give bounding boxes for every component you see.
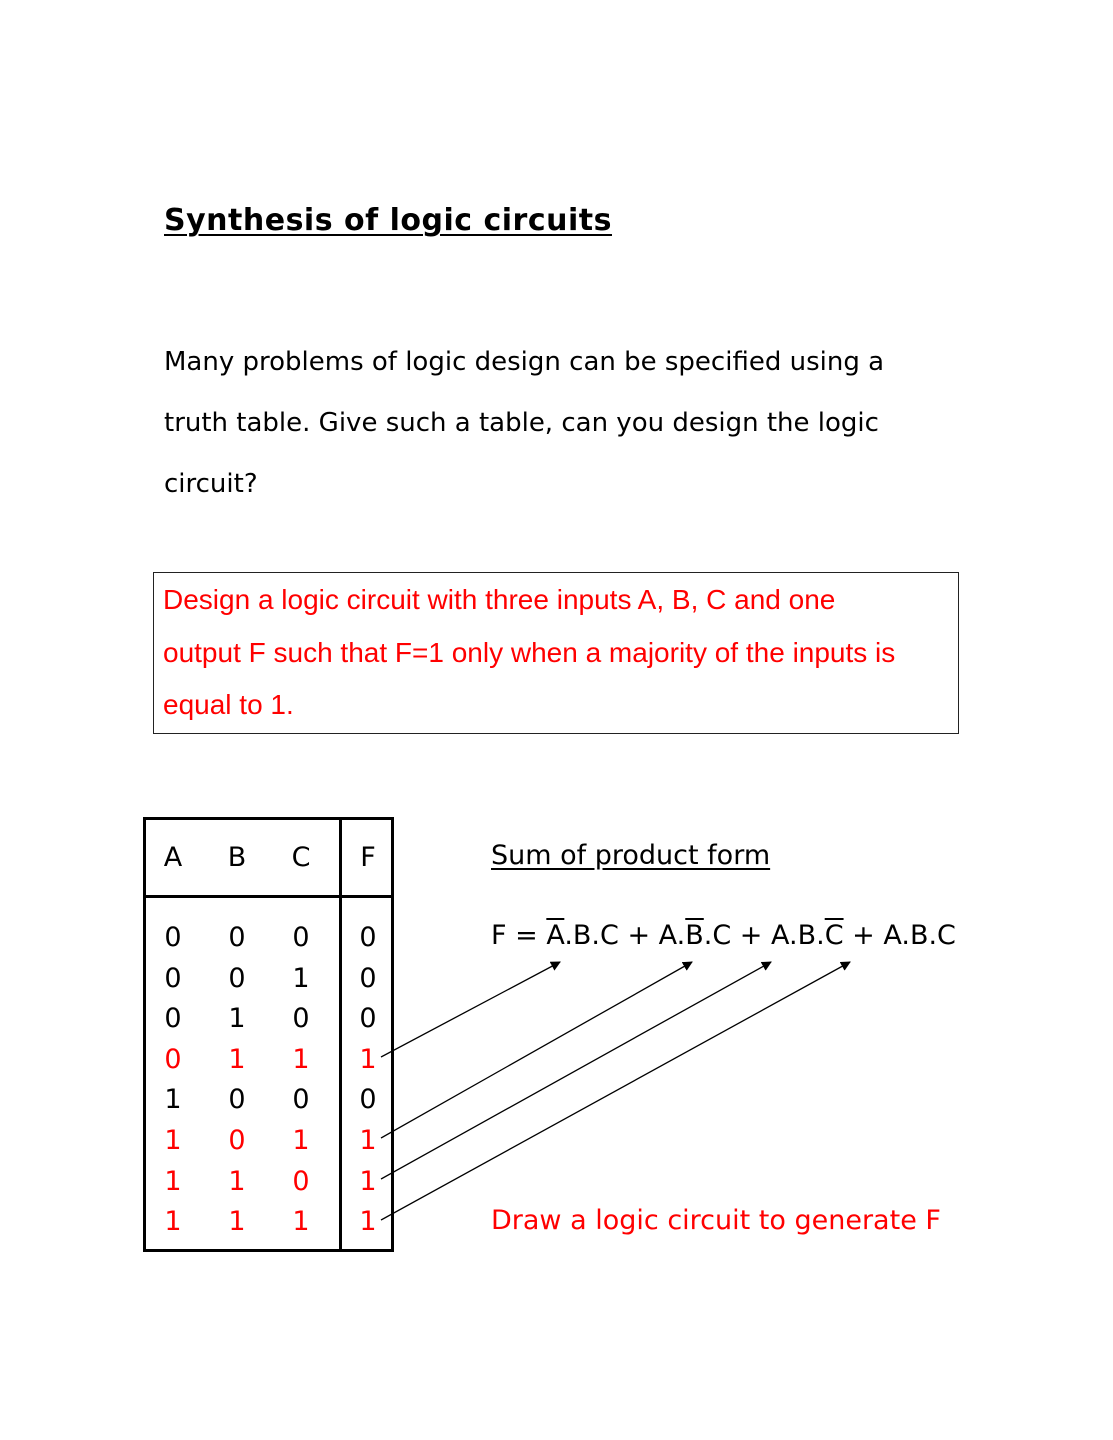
arrow-row4-term1: [381, 962, 560, 1057]
table-cell: 1: [228, 1043, 246, 1075]
formula-plus: +: [843, 920, 884, 951]
formula-plus: +: [618, 920, 659, 951]
table-cell: 1: [292, 1206, 310, 1238]
table-cell: 1: [164, 1125, 182, 1156]
formula-plus: +: [731, 920, 772, 951]
intro-line: Many problems of logic design can be specified using a: [164, 347, 885, 377]
table-header-c: C: [291, 842, 311, 873]
table-cell: 0: [228, 1125, 246, 1156]
table-cell: 0: [292, 1003, 310, 1035]
table-header-a: A: [163, 842, 183, 873]
table-cell: 1: [228, 1206, 246, 1238]
sop-label: Sum of product form: [491, 840, 771, 871]
table-cell: 0: [292, 922, 310, 953]
task-line: output F such that F=1 only when a majority of the inputs is: [163, 636, 896, 668]
table-cell: 1: [164, 1165, 182, 1197]
table-cell: 1: [164, 1084, 182, 1116]
arrow-row6-term2: [381, 962, 692, 1138]
arrow-row8-term4: [381, 962, 850, 1220]
table-cell: 0: [228, 1084, 246, 1116]
table-cell: 1: [359, 1165, 377, 1197]
table-cell: 0: [164, 962, 182, 994]
table-cell: 0: [359, 962, 377, 994]
table-cell: 0: [292, 1165, 310, 1197]
page-title: Synthesis of logic circuits: [164, 203, 612, 238]
table-cell: 1: [359, 1206, 377, 1238]
table-header-f: F: [360, 842, 376, 873]
table-cell: 1: [164, 1206, 182, 1238]
table-cell: 0: [359, 922, 377, 953]
intro-line: circuit?: [164, 469, 258, 499]
task-line: Design a logic circuit with three inputs A, B, C and one: [163, 584, 836, 615]
table-cell: 0: [359, 1084, 377, 1116]
intro-line: truth table. Give such a table, can you design the logic: [164, 408, 879, 438]
table-cell: 0: [292, 1084, 310, 1116]
table-cell: 0: [164, 1003, 182, 1035]
formula-lhs: F =: [491, 920, 547, 951]
formula-part: A.B.C: [883, 920, 956, 951]
table-cell: 1: [292, 1043, 310, 1075]
instruction-text: Draw a logic circuit to generate F: [491, 1205, 941, 1236]
complemented-variable: $\overline{C}$: [824, 920, 844, 951]
arrow-row7-term3: [381, 962, 771, 1179]
complemented-variable: $\overline{B}$: [685, 920, 704, 951]
table-cell: 0: [164, 922, 182, 953]
table-cell: 0: [228, 962, 246, 994]
task-line: equal to 1.: [163, 689, 294, 720]
table-cell: 1: [228, 1165, 246, 1197]
formula-part: A.B.: [771, 920, 825, 951]
table-cell: 1: [359, 1125, 377, 1156]
formula-part: .C: [703, 920, 732, 951]
formula-part: A.: [658, 920, 686, 951]
table-cell: 0: [359, 1003, 377, 1035]
table-header-b: B: [227, 842, 247, 873]
table-cell: 1: [359, 1043, 377, 1075]
table-cell: 1: [228, 1003, 246, 1035]
table-cell: 0: [228, 922, 246, 953]
table-cell: 1: [292, 962, 310, 994]
table-cell: 0: [164, 1043, 182, 1075]
complemented-variable: $\overline{A}$: [546, 920, 565, 951]
table-cell: 1: [292, 1125, 310, 1156]
formula-part: .B.C: [564, 920, 619, 951]
